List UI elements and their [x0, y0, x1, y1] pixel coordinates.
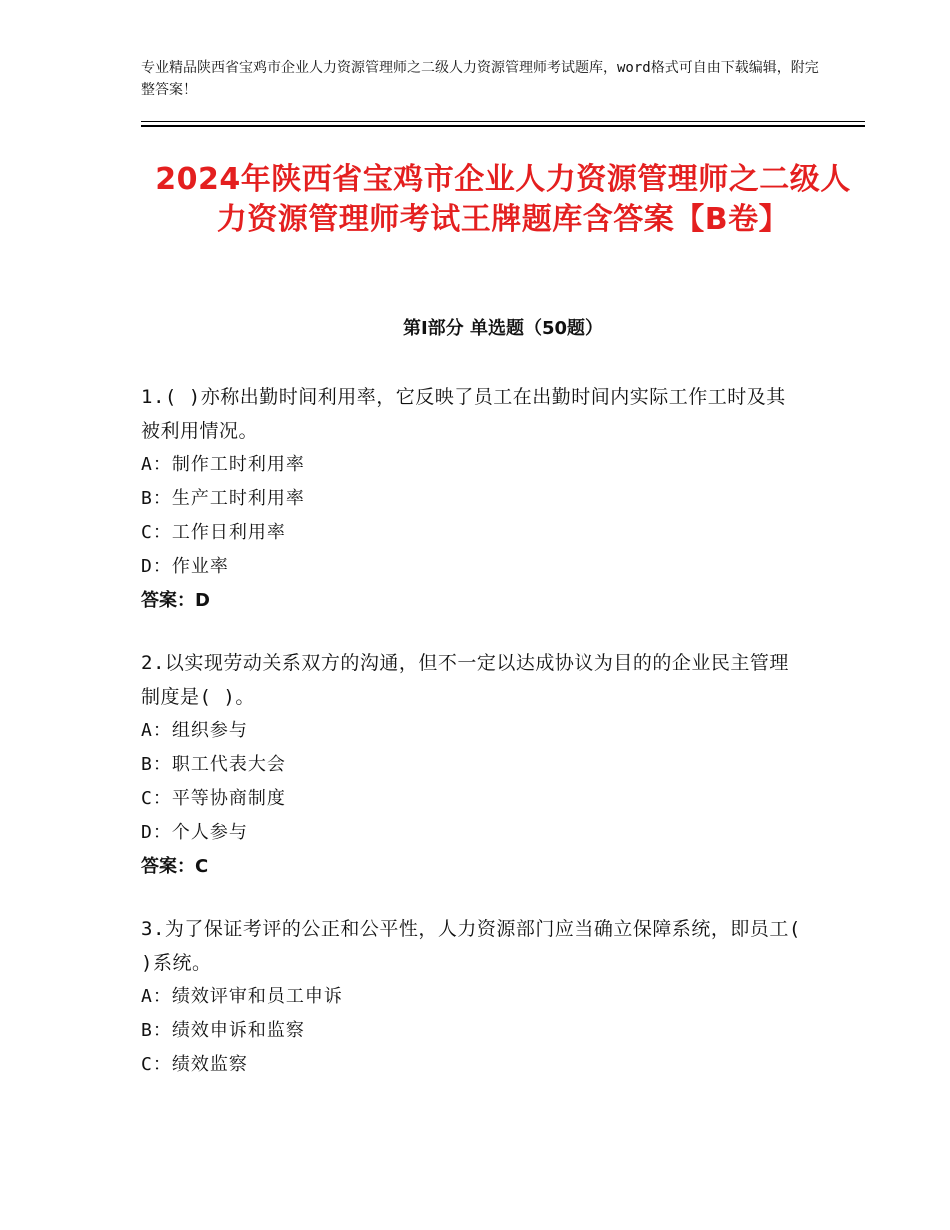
answer-line: 答案：D	[141, 590, 210, 611]
question-list	[141, 380, 801, 1110]
header-note: 专业精品陕西省宝鸡市企业人力资源管理师之二级人力资源管理师考试题库，word格式可自由下载编辑，附完整答案！	[141, 60, 819, 98]
option-list	[141, 448, 801, 584]
option-a: A：绩效评审和员工申诉	[141, 986, 343, 1007]
option-a: A：制作工时利用率	[141, 454, 305, 475]
question-stem: 1.( )亦称出勤时间利用率，它反映了员工在出勤时间内实际工作工时及其被利用情况。	[141, 386, 786, 442]
question-3	[141, 912, 801, 1082]
option-b: B：生产工时利用率	[141, 488, 305, 509]
question-stem: 3.为了保证考评的公正和公平性，人力资源部门应当确立保障系统，即员工( )系统。	[141, 918, 801, 974]
option-c: C：平等协商制度	[141, 788, 286, 809]
header-divider-thin	[141, 121, 865, 122]
option-d: D：作业率	[141, 556, 229, 577]
answer-line: 答案：C	[141, 856, 209, 877]
option-b: B：职工代表大会	[141, 754, 286, 775]
option-c: C：绩效监察	[141, 1054, 248, 1075]
option-d: D：个人参与	[141, 822, 248, 843]
option-list	[141, 980, 801, 1082]
option-a: A：组织参与	[141, 720, 248, 741]
option-b: B：绩效申诉和监察	[141, 1020, 305, 1041]
document-title: 2024年陕西省宝鸡市企业人力资源管理师之二级人力资源管理师考试王牌题库含答案【B卷】	[155, 162, 851, 237]
question-1	[141, 380, 801, 618]
header-divider-thick	[141, 125, 865, 127]
section-heading: 第Ⅰ部分 单选题（50题）	[402, 318, 603, 339]
question-2	[141, 646, 801, 884]
option-c: C：工作日利用率	[141, 522, 286, 543]
question-stem: 2.以实现劳动关系双方的沟通，但不一定以达成协议为目的的企业民主管理制度是( )。	[141, 652, 789, 708]
option-list	[141, 714, 801, 850]
